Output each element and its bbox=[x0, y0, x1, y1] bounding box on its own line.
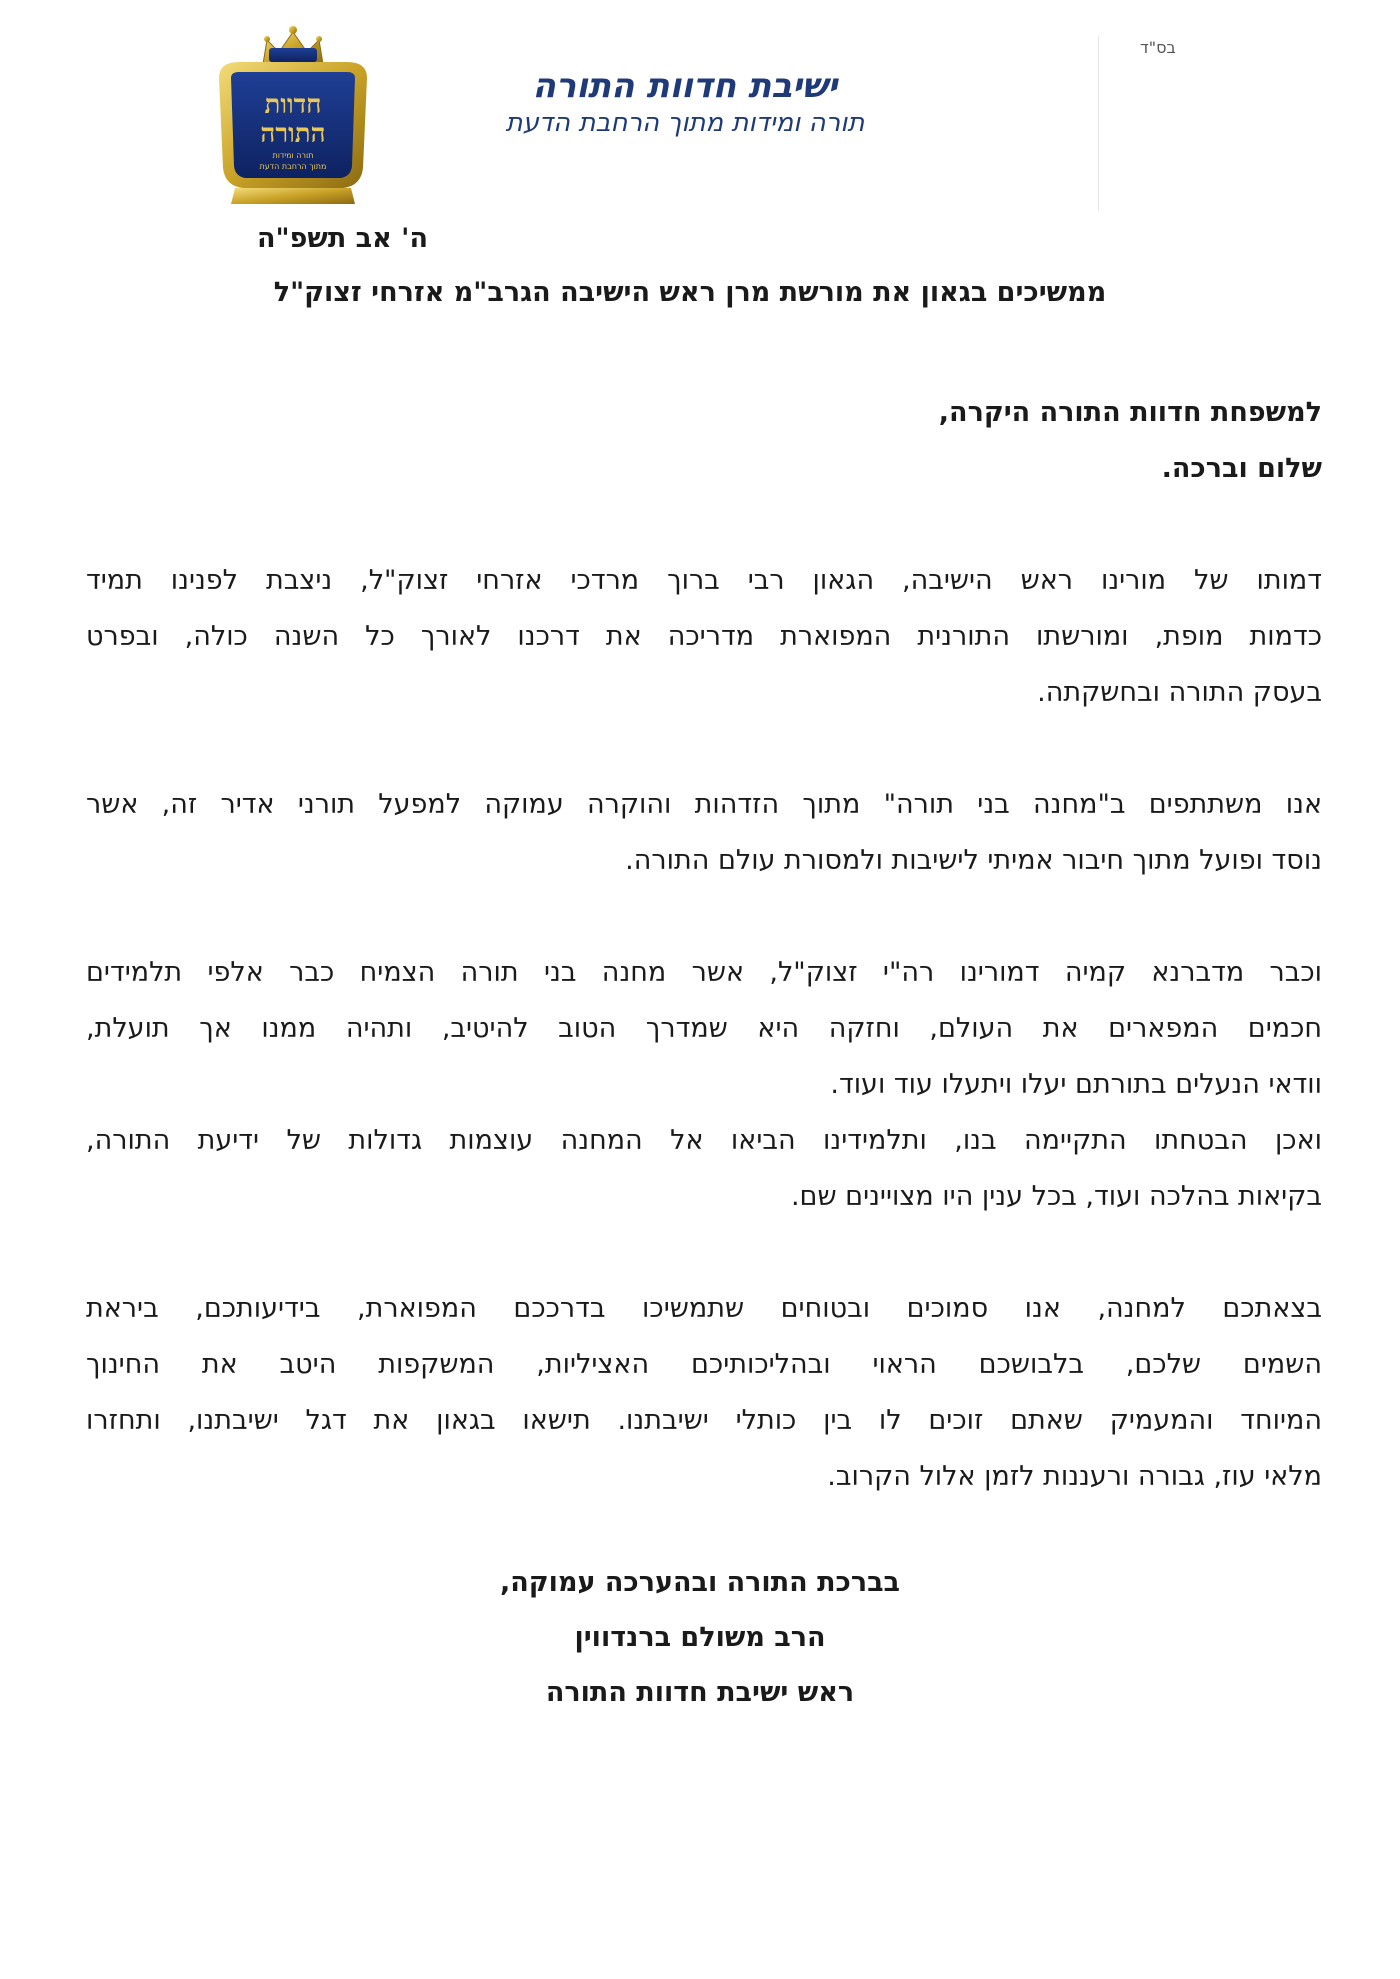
signature-name: הרב משולם ברנדווין bbox=[574, 1622, 826, 1653]
logo-small-1: תורה ומידות bbox=[272, 151, 314, 160]
paragraph-line: וודאי הנעלים בתורתם יעלו ויתעלו עוד ועוד. bbox=[830, 1069, 1322, 1100]
letter-date: ה' אב תשפ"ה bbox=[256, 223, 428, 254]
paragraph-line: דמותו של מורינו ראש הישיבה, הגאון רבי ברוך מרדכי אזרחי זצוק"ל, ניצבת לפנינו תמיד bbox=[86, 565, 1322, 596]
org-tagline: תורה ומידות מתוך הרחבת הדעת bbox=[505, 108, 865, 138]
header-divider bbox=[1098, 36, 1099, 211]
paragraph-line: המיוחד והמעמיק שאתם זוכים לו בין כותלי ישיבתנו. תישאו בגאון את דגל ישיבתנו, ותחזרו bbox=[86, 1405, 1322, 1436]
logo-small-2: מתוך הרחבת הדעת bbox=[259, 162, 327, 171]
org-name: ישיבת חדוות התורה bbox=[532, 66, 838, 106]
paragraph-line: חכמים המפארים את העולם, וחזקה היא שמדרך הטוב להיטיב, ותהיה ממנו אך תועלת, bbox=[86, 1013, 1322, 1044]
greeting-line-2: שלום וברכה. bbox=[1161, 453, 1322, 484]
logo-word-2: התורה bbox=[260, 119, 326, 149]
paragraph-line: מלאי עוז, גבורה ורעננות לזמן אלול הקרוב. bbox=[827, 1461, 1322, 1492]
signature-title: ראש ישיבת חדוות התורה bbox=[545, 1677, 855, 1708]
crown-icon bbox=[263, 26, 323, 64]
paragraph-1 bbox=[86, 553, 1322, 721]
logo-word-1: חדוות bbox=[264, 90, 322, 120]
org-block bbox=[440, 64, 930, 138]
paragraph-2 bbox=[86, 777, 1322, 889]
letter-body bbox=[86, 385, 1322, 1561]
paragraph-3 bbox=[86, 945, 1322, 1113]
paragraph-line: בקיאות בהלכה ועוד, בכל ענין היו מצויינים שם. bbox=[790, 1181, 1322, 1212]
greeting-line-1: למשפחת חדוות התורה היקרה, bbox=[938, 397, 1322, 428]
paragraph-5 bbox=[86, 1281, 1322, 1505]
yeshiva-logo bbox=[205, 18, 381, 210]
paragraph-line: אנו משתתפים ב"מחנה בני תורה" מתוך הזדהות והוקרה עמוקה למפעל תורני אדיר זה, אשר bbox=[86, 789, 1322, 820]
bsd-mark: בס"ד bbox=[1140, 38, 1176, 57]
paragraph-line: השמים שלכם, בלבושכם הראוי ובהליכותיכם האציליות, המשקפות היטב את החינוך bbox=[86, 1349, 1322, 1380]
paragraph-line: בצאתכם למחנה, אנו סמוכים ובטוחים שתמשיכו בדרככם המפוארת, בידיעותכם, ביראת bbox=[86, 1293, 1322, 1324]
paragraph-line: נוסד ופועל מתוך חיבור אמיתי לישיבות ולמסורת עולם התורה. bbox=[625, 845, 1322, 876]
signature-block bbox=[400, 1555, 1000, 1720]
letter-subject: ממשיכים בגאון את מורשת מרן ראש הישיבה הגרב"מ אזרחי זצוק"ל bbox=[273, 277, 1107, 308]
paragraph-line: בעסק התורה ובחשקתה. bbox=[1037, 677, 1322, 708]
paragraph-line: ואכן הבטחתו התקיימה בנו, ותלמידינו הביאו אל המחנה עוצמות גדולות של ידיעת התורה, bbox=[86, 1125, 1322, 1156]
signature-blessing: בברכת התורה ובהערכה עמוקה, bbox=[499, 1567, 901, 1598]
paragraph-line: כדמות מופת, ומורשתו התורנית המפוארת מדריכה את דרכנו לאורך כל השנה כולה, ובפרט bbox=[86, 621, 1322, 652]
paragraph-4 bbox=[86, 1113, 1322, 1225]
paragraph-line: וכבר מדברנא קמיה דמורינו רה"י זצוק"ל, אשר מחנה בני תורה הצמיח כבר אלפי תלמידים bbox=[86, 957, 1322, 988]
